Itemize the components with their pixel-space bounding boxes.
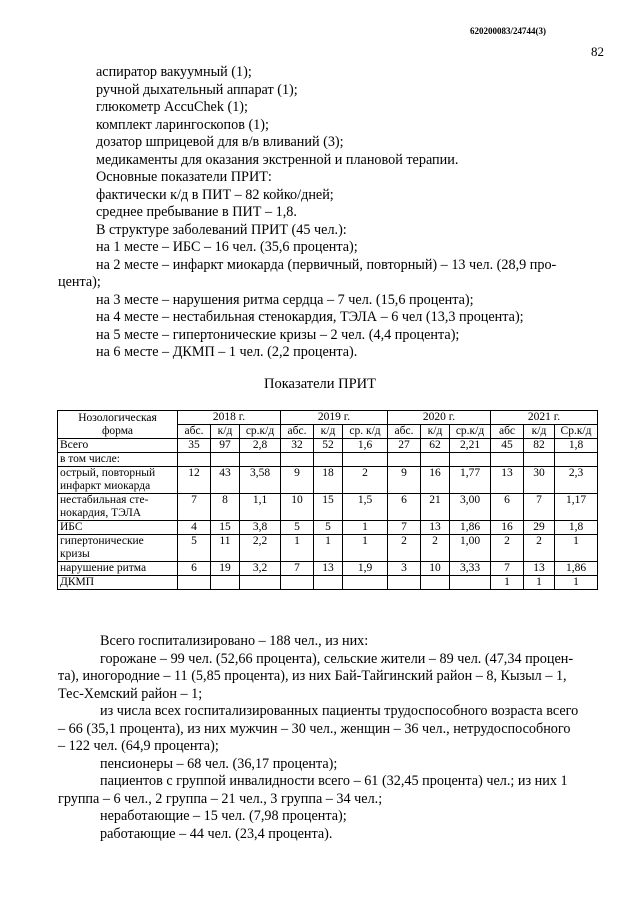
table-cell: 16 <box>491 521 524 535</box>
summary-workage: – 122 чел. (64,9 процента); <box>58 738 219 754</box>
table-cell: 6 <box>388 494 421 521</box>
subheader-cell: к/д <box>211 425 240 439</box>
subheader-cell: абс <box>491 425 524 439</box>
table-cell: 1,8 <box>555 439 598 453</box>
table-cell: 2 <box>343 467 388 494</box>
table-cell: 7 <box>388 521 421 535</box>
table-cell: 1,00 <box>450 535 491 562</box>
structure-item: на 5 месте – гипертонические кризы – 2 чел. (4,4 процента); <box>96 326 460 343</box>
row-label: ДКМП <box>60 576 95 588</box>
row-label: инфаркт миокарда <box>60 480 151 492</box>
table-cell: 16 <box>421 467 450 494</box>
table-row <box>58 576 598 590</box>
table-cell: 21 <box>421 494 450 521</box>
table-cell: 5 <box>178 535 211 562</box>
row-label-cell <box>58 494 178 521</box>
row-label: нокардия, ТЭЛА <box>60 507 142 519</box>
summary-total: Всего госпитализировано – 188 чел., из них: <box>100 633 369 649</box>
table-row <box>58 535 598 562</box>
table-cell: 27 <box>388 439 421 453</box>
table-body <box>58 439 598 590</box>
table-cell: 3,33 <box>450 562 491 576</box>
equipment-line: комплект ларингоскопов (1); <box>96 116 269 133</box>
table-cell: 35 <box>178 439 211 453</box>
table-cell: 62 <box>421 439 450 453</box>
indicator-avg-stay: среднее пребывание в ПИТ – 1,8. <box>96 204 297 220</box>
prit-indicators-table <box>57 410 598 590</box>
table-row <box>58 439 598 453</box>
table-cell <box>524 453 555 467</box>
summary-workage: – 66 (35,1 процента), из них мужчин – 30 чел., женщин – 36 чел., нетрудоспособного <box>58 720 571 737</box>
table-cell: 45 <box>491 439 524 453</box>
year-header: 2020 г. <box>388 411 491 425</box>
equipment-line: глюкометр AccuChek (1); <box>96 99 248 115</box>
row-label-cell <box>58 576 178 590</box>
table-cell <box>555 453 598 467</box>
row-label-cell <box>58 453 178 467</box>
summary-residence: Тес-Хемский район – 1; <box>58 685 203 702</box>
structure-item: на 1 месте – ИБС – 16 чел. (35,6 процента); <box>96 239 358 255</box>
table-cell <box>343 453 388 467</box>
table-cell: 1 <box>524 576 555 590</box>
table-cell: 1 <box>314 535 343 562</box>
table-cell: 32 <box>281 439 314 453</box>
table-cell <box>281 576 314 590</box>
subheader-cell: абс. <box>178 425 211 439</box>
table-cell: 19 <box>211 562 240 576</box>
table-cell: 1,9 <box>343 562 388 576</box>
table-cell <box>343 576 388 590</box>
summary-workage: из числа всех госпитализированных пациенты трудоспособного возраста всего <box>100 703 579 719</box>
table-cell <box>240 576 281 590</box>
table-row <box>58 467 598 494</box>
table-cell: 1 <box>491 576 524 590</box>
subheader-cell: к/д <box>421 425 450 439</box>
table-cell: 1,77 <box>450 467 491 494</box>
row-label-cell <box>58 439 178 453</box>
summary-pensioners: пенсионеры – 68 чел. (36,17 процента); <box>100 755 338 772</box>
table-cell: 3,2 <box>240 562 281 576</box>
table-cell: 9 <box>281 467 314 494</box>
row-label-cell <box>58 467 178 494</box>
table-cell: 5 <box>281 521 314 535</box>
table-cell: 10 <box>281 494 314 521</box>
table-cell <box>211 453 240 467</box>
table-row <box>58 562 598 576</box>
year-header: 2021 г. <box>491 411 598 425</box>
table-title: Показатели ПРИТ <box>263 376 377 392</box>
summary-unemployed: неработающие – 15 чел. (7,98 процента); <box>100 808 347 824</box>
structure-item: на 4 месте – нестабильная стенокардия, ТЭЛА – 6 чел (13,3 процента); <box>96 309 524 325</box>
table-cell: 2,8 <box>240 439 281 453</box>
structure-heading: В структуре заболеваний ПРИТ (45 чел.): <box>96 221 347 238</box>
table-cell <box>178 453 211 467</box>
table-cell <box>421 576 450 590</box>
table-cell: 43 <box>211 467 240 494</box>
table-cell: 2,21 <box>450 439 491 453</box>
table-cell: 4 <box>178 521 211 535</box>
table-cell: 1 <box>555 535 598 562</box>
table-cell <box>211 576 240 590</box>
row-label: нарушение ритма <box>60 562 147 574</box>
subheader-cell: к/д <box>524 425 555 439</box>
table-cell: 3 <box>388 562 421 576</box>
summary-employed: работающие – 44 чел. (23,4 процента). <box>100 825 333 842</box>
table-cell: 29 <box>524 521 555 535</box>
table-cell: 2 <box>421 535 450 562</box>
summary-residence: горожане – 99 чел. (52,66 процента), сельские жители – 89 чел. (47,34 процен- <box>100 650 574 667</box>
table-cell <box>281 453 314 467</box>
table-row <box>58 453 598 467</box>
table-cell: 1,17 <box>555 494 598 521</box>
table-cell: 1,86 <box>450 521 491 535</box>
summary-residence: та), иногородние – 11 (5,85 процента), из них Бай-Тайгинский район – 8, Кызыл – 1, <box>58 668 567 684</box>
row-label-cell <box>58 535 178 562</box>
table-cell: 3,58 <box>240 467 281 494</box>
table-cell <box>314 576 343 590</box>
subheader-cell: ср. к/д <box>343 425 388 439</box>
table-cell: 13 <box>314 562 343 576</box>
table-header-row <box>58 411 598 425</box>
table-cell: 12 <box>178 467 211 494</box>
table-cell <box>240 453 281 467</box>
table-cell: 3,8 <box>240 521 281 535</box>
summary-disability: пациентов с группой инвалидности всего – 61 (32,45 процента) чел.; из них 1 <box>100 773 568 789</box>
row-label: ИБС <box>60 521 83 533</box>
table-cell <box>450 576 491 590</box>
table-cell: 13 <box>421 521 450 535</box>
table-cell: 1 <box>281 535 314 562</box>
equipment-line: медикаменты для оказания экстренной и плановой терапии. <box>96 151 459 168</box>
subheader-cell: ср.к/д <box>450 425 491 439</box>
table-cell: 82 <box>524 439 555 453</box>
table-cell: 1,6 <box>343 439 388 453</box>
table-cell: 52 <box>314 439 343 453</box>
table-cell: 1,8 <box>555 521 598 535</box>
form-header-line: форма <box>101 424 134 437</box>
summary-disability: группа – 6 чел., 2 группа – 21 чел., 3 группа – 34 чел.; <box>58 790 383 807</box>
table-cell <box>314 453 343 467</box>
form-header-cell <box>58 411 178 439</box>
equipment-and-indicators <box>58 64 606 362</box>
page-number: 82 <box>591 44 604 59</box>
table-cell: 7 <box>281 562 314 576</box>
table-cell: 1 <box>343 521 388 535</box>
row-label: гипертонические <box>60 535 144 547</box>
row-label: нестабильная сте- <box>60 494 149 506</box>
table-cell: 2,3 <box>555 467 598 494</box>
structure-item: на 6 месте – ДКМП – 1 чел. (2,2 процента). <box>96 344 358 360</box>
table-cell: 6 <box>178 562 211 576</box>
table-cell: 13 <box>491 467 524 494</box>
table-cell: 2 <box>524 535 555 562</box>
document-code: 620200083/24744(3) <box>470 26 546 36</box>
table-cell: 97 <box>211 439 240 453</box>
table-cell: 1 <box>555 576 598 590</box>
subheader-cell: абс. <box>281 425 314 439</box>
table-cell <box>388 453 421 467</box>
table-cell <box>491 453 524 467</box>
year-header: 2018 г. <box>178 411 281 425</box>
table-cell: 15 <box>314 494 343 521</box>
table-cell: 9 <box>388 467 421 494</box>
table-cell: 1 <box>343 535 388 562</box>
table-cell: 15 <box>211 521 240 535</box>
structure-item: на 2 месте – инфаркт миокарда (первичный, повторный) – 13 чел. (28,9 про- <box>96 256 557 273</box>
table-cell <box>388 576 421 590</box>
table-cell: 7 <box>491 562 524 576</box>
table-cell: 13 <box>524 562 555 576</box>
table-cell: 2,2 <box>240 535 281 562</box>
subheader-cell: ср.к/д <box>240 425 281 439</box>
table-row <box>58 494 598 521</box>
row-label: кризы <box>60 548 90 560</box>
indicator-bed-days: фактически к/д в ПИТ – 82 койко/дней; <box>96 186 334 203</box>
year-header: 2019 г. <box>281 411 388 425</box>
equipment-line: аспиратор вакуумный (1); <box>96 64 252 80</box>
table-cell <box>421 453 450 467</box>
table-cell: 2 <box>388 535 421 562</box>
table-cell: 1,1 <box>240 494 281 521</box>
row-label: в том числе: <box>60 453 120 465</box>
table-cell: 3,00 <box>450 494 491 521</box>
subheader-cell: Ср.к/д <box>555 425 598 439</box>
table-cell: 1,86 <box>555 562 598 576</box>
indicators-heading: Основные показатели ПРИТ: <box>96 169 272 185</box>
table-cell <box>178 576 211 590</box>
row-label-cell <box>58 521 178 535</box>
form-header-line: Нозологическая <box>78 411 157 424</box>
row-label: Всего <box>60 439 89 451</box>
structure-item-continued: цента); <box>58 274 101 290</box>
table-cell: 2 <box>491 535 524 562</box>
table-cell: 7 <box>178 494 211 521</box>
table-cell: 8 <box>211 494 240 521</box>
subheader-cell: к/д <box>314 425 343 439</box>
row-label: острый, повторный <box>60 467 156 479</box>
table-cell: 11 <box>211 535 240 562</box>
table-cell <box>450 453 491 467</box>
table-cell: 18 <box>314 467 343 494</box>
structure-item: на 3 месте – нарушения ритма сердца – 7 чел. (15,6 процента); <box>96 291 474 308</box>
table-cell: 30 <box>524 467 555 494</box>
subheader-cell: абс. <box>388 425 421 439</box>
table-cell: 5 <box>314 521 343 535</box>
table-cell: 6 <box>491 494 524 521</box>
table-cell: 1,5 <box>343 494 388 521</box>
equipment-line: дозатор шприцевой для в/в вливаний (3); <box>96 134 344 150</box>
hospitalization-summary <box>58 633 608 843</box>
table-cell: 10 <box>421 562 450 576</box>
table-row <box>58 521 598 535</box>
table-cell: 7 <box>524 494 555 521</box>
equipment-line: ручной дыхательный аппарат (1); <box>96 81 298 98</box>
row-label-cell <box>58 562 178 576</box>
